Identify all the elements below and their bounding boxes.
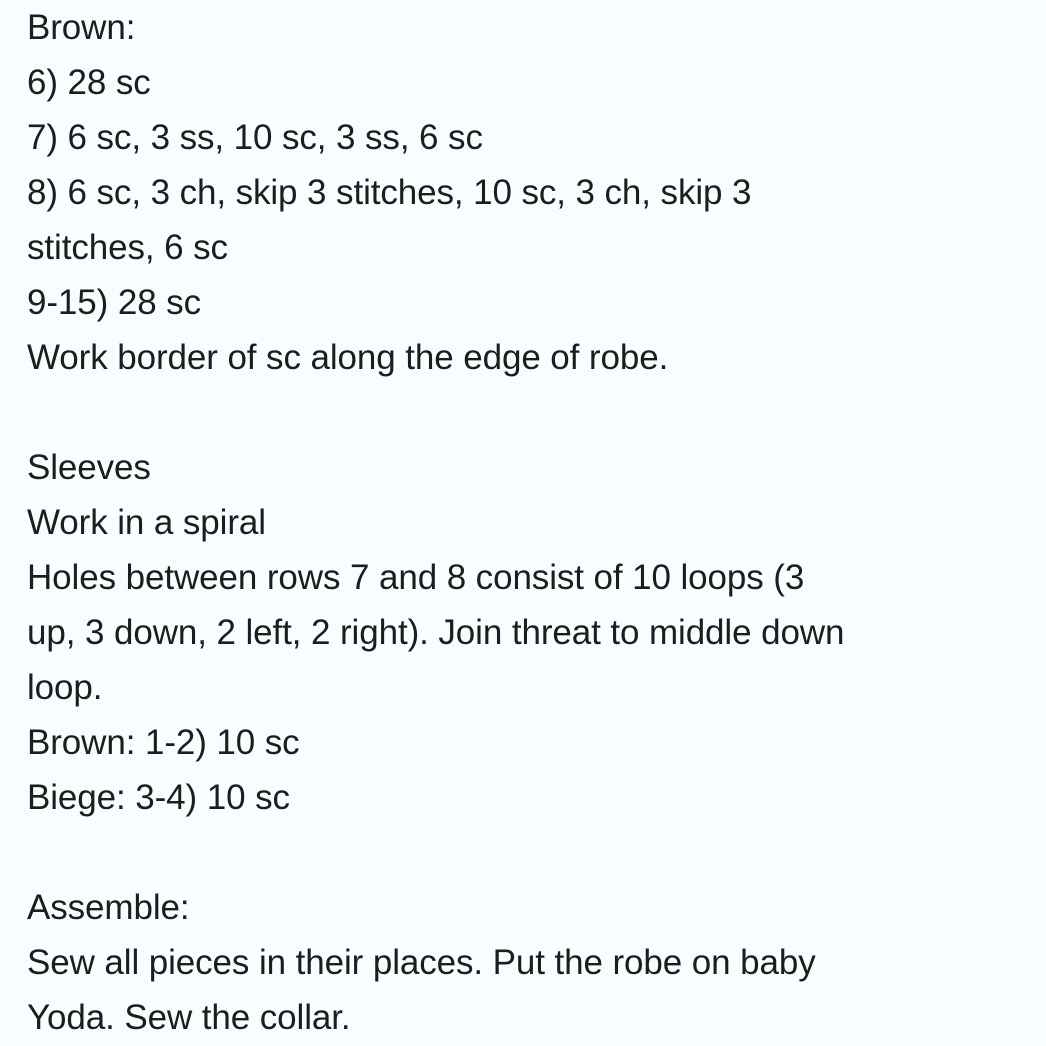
sleeves-section [27,440,1037,825]
section-spacer [27,385,1037,440]
brown-row-6: 6) 28 sc [27,63,151,102]
brown-row-7: 7) 6 sc, 3 ss, 10 sc, 3 ss, 6 sc [27,118,483,157]
brown-section [27,0,1037,385]
brown-rows-9-15: 9-15) 28 sc [27,283,201,322]
section-spacer [27,825,1037,880]
brown-row-8-continued: stitches, 6 sc [27,228,228,267]
sleeves-line: up, 3 down, 2 left, 2 right). Join threat to middle down [27,613,845,652]
brown-border-instruction: Work border of sc along the edge of robe. [27,338,669,377]
sleeves-line: loop. [27,668,103,707]
sleeves-line: Work in a spiral [27,503,266,542]
brown-heading: Brown: [27,8,136,47]
pattern-document [27,0,1037,1045]
sleeves-heading: Sleeves [27,448,151,487]
assemble-line: Yoda. Sew the collar. [27,998,351,1037]
brown-row-8: 8) 6 sc, 3 ch, skip 3 stitches, 10 sc, 3 ch, skip 3 [27,173,752,212]
sleeves-line: Holes between rows 7 and 8 consist of 10 loops (3 [27,558,805,597]
assemble-line: Sew all pieces in their places. Put the robe on baby [27,943,816,982]
assemble-heading: Assemble: [27,888,190,927]
sleeves-brown-rows: Brown: 1-2) 10 sc [27,723,300,762]
sleeves-biege-rows: Biege: 3-4) 10 sc [27,778,290,817]
assemble-section [27,880,1037,1045]
